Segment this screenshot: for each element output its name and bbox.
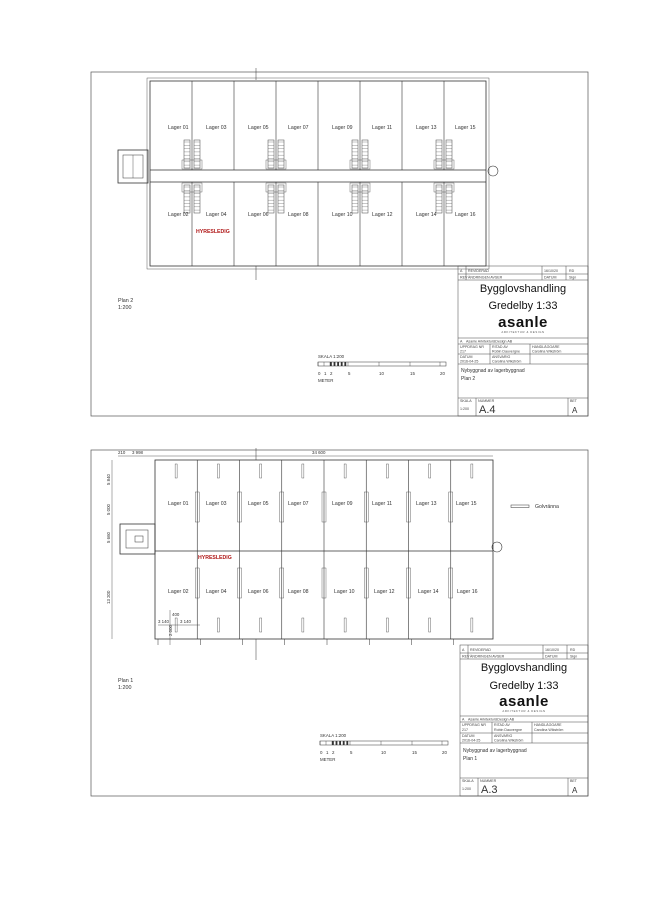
dim-top-total: 34 600	[312, 450, 326, 455]
description-plan: Plan 1	[463, 756, 478, 762]
stair	[436, 185, 442, 213]
firm-logo-sub: ARKITEKTUR & DESIGN	[501, 330, 545, 334]
room-label: Lager 16	[455, 212, 476, 218]
date-label: DATUM	[462, 734, 475, 738]
room-label: Lager 09	[332, 125, 353, 131]
scale: 1:200	[460, 407, 469, 411]
dim-left-3: 5 660	[106, 532, 111, 543]
scale-fill	[337, 362, 339, 366]
room-label: Lager 11	[372, 125, 393, 131]
plan-scale: 1:200	[118, 305, 132, 311]
scale-fill	[344, 362, 346, 366]
firm-name: Asanle Arkitektur&Design AB	[466, 339, 513, 344]
scale-bar-label: SKALA 1:200	[318, 354, 345, 359]
gutter	[386, 618, 388, 632]
sheet-plan-2	[91, 68, 588, 416]
dimensions	[106, 450, 326, 636]
rev-text: REVIDERAD	[470, 648, 491, 652]
description: Nybyggnad av lagerbyggnad	[461, 368, 525, 374]
description: Nybyggnad av lagerbyggnad	[463, 748, 527, 754]
dim-left-total: 13 200	[106, 590, 111, 604]
room-label: Lager 16	[457, 589, 478, 595]
revision: A	[572, 786, 578, 795]
firm-logo-sub: ARKITEKTUR & DESIGN	[502, 709, 546, 713]
gutter-symbol	[511, 505, 529, 508]
number-label: NUMMER	[480, 779, 497, 783]
scale-label: SKALA	[462, 779, 474, 783]
room-label: Lager 09	[332, 501, 353, 507]
stair	[436, 140, 442, 168]
rev-header: REV	[462, 654, 470, 659]
stair	[446, 185, 452, 213]
room-label: Lager 08	[288, 589, 309, 595]
plan-label: Plan 1	[118, 678, 134, 684]
rev-sign: RD	[570, 648, 576, 652]
scale-bar-tick: 0	[320, 750, 323, 755]
scale-bar-tick: 5	[348, 371, 351, 376]
scale-bar-unit: METER	[320, 757, 336, 762]
resp-label: ANSVARIG	[492, 355, 511, 359]
legend-label: Golvränna	[535, 504, 559, 510]
room-label: Lager 13	[416, 501, 437, 507]
gutter	[302, 618, 304, 632]
gutter	[344, 464, 346, 478]
proj-no-label: UPPDRAG NR	[460, 345, 484, 349]
proj-no-label: UPPDRAG NR	[462, 723, 486, 727]
date: 2016-04-25	[462, 738, 481, 743]
stair	[194, 185, 200, 213]
room-label: Lager 15	[456, 501, 477, 507]
room-label: Lager 11	[372, 501, 393, 507]
rev-text: REVIDERAD	[468, 269, 489, 273]
room-label: Lager 12	[372, 212, 393, 218]
number-label: NUMMER	[478, 399, 495, 403]
gutter	[429, 464, 431, 478]
gutter	[471, 618, 473, 632]
scale-bar-tick: 5	[350, 750, 353, 755]
scale-fill	[332, 741, 334, 745]
date-label: DATUM	[460, 355, 473, 359]
room-labels	[168, 125, 476, 235]
gutter	[386, 464, 388, 478]
rev-header: REV	[460, 275, 468, 280]
rev-label: BET	[570, 399, 577, 403]
title-block-text	[460, 269, 578, 416]
drawn-label: RITAD AV	[494, 723, 510, 727]
gutter	[175, 464, 177, 478]
room-labels	[168, 501, 478, 595]
date: 2016-04-25	[460, 359, 479, 364]
room-label: Lager 01	[168, 501, 189, 507]
rev-label: BET	[570, 779, 577, 783]
scale-bar-tick: 2	[332, 750, 335, 755]
resp: Carolina Wikström	[492, 359, 522, 364]
room-label: Lager 01	[168, 125, 189, 131]
firm-logo: asanle	[499, 693, 549, 710]
scale-bar-tick: 10	[381, 750, 386, 755]
scale-bar-tick: 2	[330, 371, 333, 376]
rev-letter: A	[462, 648, 465, 652]
dim-bl-1: 3 140	[158, 619, 169, 624]
legend	[511, 504, 559, 510]
room-label: Lager 03	[206, 501, 227, 507]
room-label: Lager 02	[168, 212, 189, 218]
room-partitions	[182, 81, 454, 266]
scale-fill	[330, 362, 332, 366]
status-title: Bygglovshandling	[479, 283, 567, 295]
checked-label: HANDLÄGGARE	[534, 723, 562, 727]
gutter	[217, 464, 219, 478]
room-label: Lager 04	[206, 589, 227, 595]
gutter	[471, 464, 473, 478]
room-label: Lager 07	[288, 501, 309, 507]
firm-letter: A	[462, 717, 465, 722]
vacancy-note: HYRESLEDIG	[196, 229, 230, 235]
room-partitions	[158, 460, 473, 645]
room-label: Lager 05	[248, 501, 269, 507]
stair	[194, 140, 200, 168]
status-title: Bygglovshandling	[480, 662, 568, 674]
room-label: Lager 06	[248, 212, 269, 218]
resp-label: ANSVARIG	[494, 734, 513, 738]
plan-label: Plan 2	[118, 298, 134, 304]
room-label: Lager 02	[168, 589, 189, 595]
scale-bar-tick: 15	[412, 750, 417, 755]
scale-fill	[343, 741, 345, 745]
scale: 1:200	[462, 787, 471, 791]
scale-label: SKALA	[460, 399, 472, 403]
scale-fill	[341, 362, 343, 366]
rev-header: Sign	[570, 654, 578, 659]
proj-no: 217	[462, 728, 468, 732]
scale-bar-tick: 10	[379, 371, 384, 376]
dim-bl-2: 3 140	[180, 619, 191, 624]
scale-fill	[339, 741, 341, 745]
room-label: Lager 08	[288, 212, 309, 218]
room-label: Lager 13	[416, 125, 437, 131]
scale-fill	[334, 362, 336, 366]
firm-letter: A	[460, 339, 463, 344]
scale-bar-tick: 1	[324, 371, 327, 376]
revision: A	[572, 406, 578, 415]
scale-bar	[320, 733, 448, 762]
rev-date: 16/10/20	[545, 648, 559, 652]
floor-plan	[118, 68, 498, 280]
drawn-by: Robin Dauvergne	[492, 349, 520, 354]
gutter	[217, 618, 219, 632]
room-label: Lager 06	[248, 589, 269, 595]
rev-header: ÄNDRINGEN AVSER	[470, 654, 505, 659]
rev-header: Sign	[569, 275, 577, 280]
project-name: Gredelby 1:33	[489, 680, 559, 692]
proj-no: 217	[460, 349, 466, 354]
stair	[184, 185, 190, 213]
project-name: Gredelby 1:33	[488, 300, 558, 312]
firm-name: Asanle Arkitektur&Design AB	[468, 717, 515, 722]
scale-fill	[346, 741, 348, 745]
drawn-by: Robin Dauvergne	[494, 728, 522, 732]
dim-top-b: 3 998	[132, 450, 143, 455]
room-label: Lager 04	[206, 212, 227, 218]
drawn-label: RITAD AV	[492, 345, 508, 349]
stair	[184, 140, 190, 168]
dim-left-2: 5 000	[106, 504, 111, 515]
dim-top-a: 210	[118, 450, 126, 455]
stair	[278, 140, 284, 168]
plan-scale: 1:200	[118, 685, 132, 691]
scale-bar-tick: 1	[326, 750, 329, 755]
gutter	[344, 618, 346, 632]
checked-by: Carolina Wikström	[534, 728, 564, 732]
rev-date: 16/10/20	[544, 269, 558, 273]
scale-bar-label: SKALA 1:200	[320, 733, 347, 738]
firm-logo: asanle	[498, 314, 548, 331]
drawing-number: A.3	[481, 784, 498, 796]
checked-label: HANDLÄGGARE	[532, 345, 560, 349]
dim-left-1: 5 840	[106, 474, 111, 485]
room-label: Lager 12	[374, 589, 395, 595]
scale-bar-tick: 20	[440, 371, 445, 376]
rev-header: ÄNDRINGEN AVSER	[468, 275, 503, 280]
description-plan: Plan 2	[461, 376, 476, 382]
stair	[268, 140, 274, 168]
gutter	[260, 464, 262, 478]
resp: Carolina Wikström	[494, 738, 524, 743]
room-label: Lager 10	[332, 212, 353, 218]
stair	[362, 140, 368, 168]
stair	[268, 185, 274, 213]
room-label: Lager 10	[334, 589, 355, 595]
room-label: Lager 14	[418, 589, 439, 595]
vacancy-note: HYRESLEDIG	[198, 555, 232, 561]
room-label: Lager 05	[248, 125, 269, 131]
room-label: Lager 15	[455, 125, 476, 131]
stair	[352, 140, 358, 168]
scale-bar-tick: 20	[442, 750, 447, 755]
room-label: Lager 07	[288, 125, 309, 131]
stair	[362, 185, 368, 213]
rev-letter: A	[460, 269, 463, 273]
stair	[352, 185, 358, 213]
scale-bar-tick: 0	[318, 371, 321, 376]
drawing-number: A.4	[479, 404, 496, 416]
sheet-border	[91, 72, 588, 416]
stair	[446, 140, 452, 168]
checked-by: Carolina Wikström	[532, 349, 562, 354]
dim-bl-3: 400	[172, 612, 180, 617]
gutter	[429, 618, 431, 632]
scale-fill	[336, 741, 338, 745]
room-label: Lager 14	[416, 212, 437, 218]
gutter	[302, 464, 304, 478]
rev-header: DATUM	[545, 654, 558, 659]
gutter	[260, 618, 262, 632]
room-label: Lager 03	[206, 125, 227, 131]
sheet-plan-1	[91, 448, 588, 796]
scale-bar-unit: METER	[318, 378, 334, 383]
scale-bar-tick: 15	[410, 371, 415, 376]
scale-bar	[318, 354, 446, 383]
stair	[278, 185, 284, 213]
dim-bl-4: 2 000	[168, 625, 173, 636]
rev-sign: RD	[569, 269, 575, 273]
rev-header: DATUM	[544, 275, 557, 280]
